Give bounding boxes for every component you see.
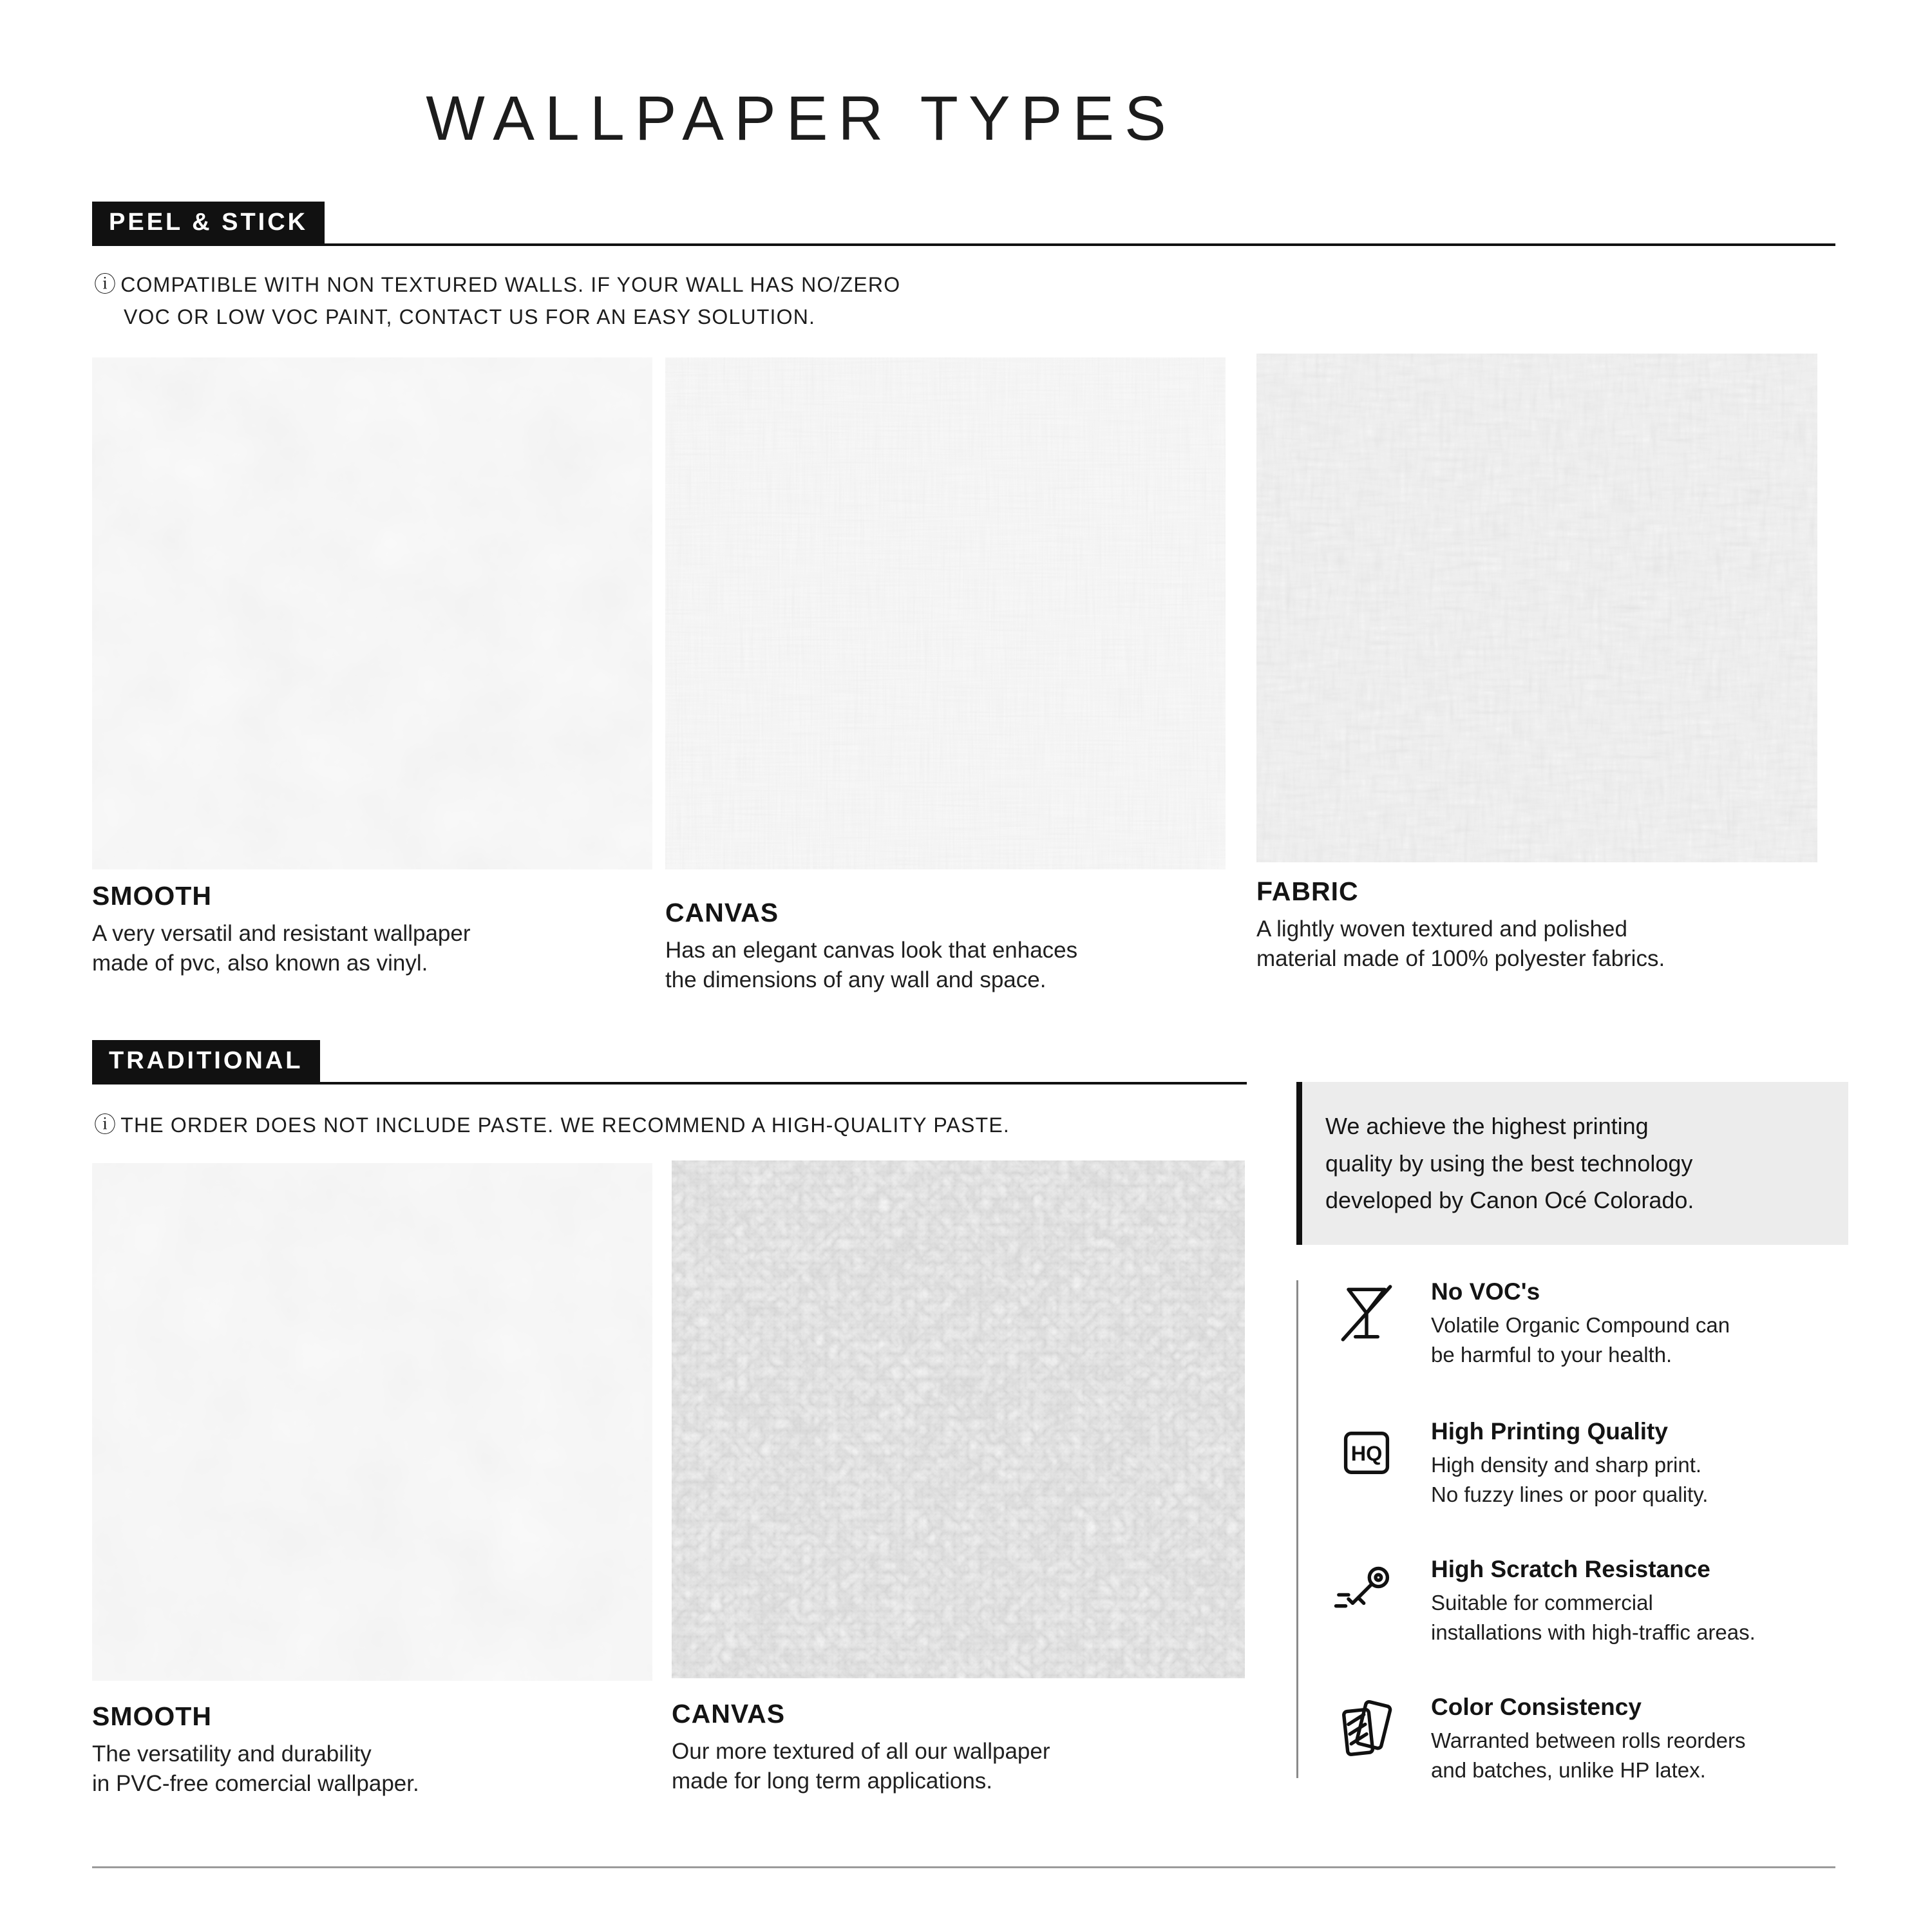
color-consistency-icon xyxy=(1332,1694,1401,1763)
peel-stick-section-rule xyxy=(92,206,1835,246)
hq-icon xyxy=(1332,1418,1401,1488)
traditional-section-rule xyxy=(92,1045,1247,1084)
feature-high-scratch-resistance xyxy=(1332,1556,1860,1647)
info-icon: ⓘ xyxy=(94,272,117,297)
description-line: High density and sharp print. xyxy=(1431,1453,1702,1477)
description-line: made for long term applications. xyxy=(672,1768,993,1794)
description-line: be harmful to your health. xyxy=(1431,1342,1672,1367)
swatch-name: FABRIC xyxy=(1256,876,1359,906)
traditional-section-label: TRADITIONAL xyxy=(92,1040,320,1082)
swatch-name: CANVAS xyxy=(665,898,779,927)
description-line: in PVC-free comercial wallpaper. xyxy=(92,1770,419,1796)
description-line: the dimensions of any wall and space. xyxy=(665,967,1046,992)
feature-title: High Scratch Resistance xyxy=(1431,1556,1710,1582)
swatch-description xyxy=(92,1739,652,1798)
printing-quality-statement xyxy=(1296,1082,1848,1245)
statement-line: developed by Canon Océ Colorado. xyxy=(1325,1187,1694,1214)
peel-stick-section-label: PEEL & STICK xyxy=(92,202,325,243)
smooth-texture-image xyxy=(92,1163,652,1681)
description-line: Volatile Organic Compound can xyxy=(1431,1313,1730,1337)
smooth-texture-image xyxy=(92,357,652,869)
feature-description xyxy=(1431,1726,1860,1785)
traditional-smooth-column xyxy=(92,1163,652,1798)
description-line: and batches, unlike HP latex. xyxy=(1431,1757,1706,1782)
smooth-texture-swatch xyxy=(92,1163,652,1681)
description-line: made of pvc, also known as vinyl. xyxy=(92,950,428,976)
peel-stick-note xyxy=(94,269,900,332)
swatch-name: SMOOTH xyxy=(92,881,212,911)
description-line: installations with high-traffic areas. xyxy=(1431,1620,1756,1644)
feature-high-printing-quality xyxy=(1332,1418,1860,1509)
peel-stick-smooth-column xyxy=(92,357,652,978)
swatch-name: CANVAS xyxy=(672,1699,786,1728)
smooth-texture-swatch xyxy=(92,357,652,869)
swatch-description xyxy=(92,919,652,978)
info-icon: ⓘ xyxy=(94,1113,117,1137)
note-text: COMPATIBLE WITH NON TEXTURED WALLS. IF YOUR WALL HAS NO/ZERO xyxy=(120,273,901,296)
feature-no-voc xyxy=(1332,1278,1860,1369)
description-line: A very versatil and resistant wallpaper xyxy=(92,921,471,946)
canvas-texture-swatch xyxy=(672,1160,1245,1678)
swatch-description xyxy=(1256,914,1817,973)
feature-text xyxy=(1431,1278,1860,1369)
description-line: Our more textured of all our wallpaper xyxy=(672,1739,1050,1764)
note-text: THE ORDER DOES NOT INCLUDE PASTE. WE RECOMMEND A HIGH-QUALITY PASTE. xyxy=(120,1113,1010,1137)
feature-color-consistency xyxy=(1332,1694,1860,1785)
scratch-resistance-icon xyxy=(1332,1556,1401,1625)
feature-text xyxy=(1431,1694,1860,1785)
description-line: No fuzzy lines or poor quality. xyxy=(1431,1482,1709,1506)
description-line: Warranted between rolls reorders xyxy=(1431,1728,1746,1752)
note-text: VOC OR LOW VOC PAINT, CONTACT US FOR AN EASY SOLUTION. xyxy=(124,305,816,328)
feature-title: No VOC's xyxy=(1431,1278,1540,1305)
swatch-name: SMOOTH xyxy=(92,1701,212,1731)
swatch-description xyxy=(672,1737,1245,1795)
canvas-texture-image xyxy=(665,357,1226,869)
features-divider-line xyxy=(1296,1280,1298,1778)
feature-description xyxy=(1431,1450,1860,1509)
no-voc-icon xyxy=(1332,1278,1401,1348)
feature-title: High Printing Quality xyxy=(1431,1418,1668,1444)
feature-text xyxy=(1431,1418,1860,1509)
description-line: A lightly woven textured and polished xyxy=(1256,916,1627,942)
feature-title: Color Consistency xyxy=(1431,1694,1642,1720)
description-line: The versatility and durability xyxy=(92,1741,372,1766)
description-line: Has an elegant canvas look that enhaces xyxy=(665,938,1078,963)
fabric-texture-image xyxy=(1256,354,1817,862)
note-line xyxy=(94,269,900,301)
canvas-texture-swatch xyxy=(665,357,1226,869)
traditional-canvas-column xyxy=(672,1160,1245,1795)
note-line xyxy=(94,1109,1010,1142)
canvas-texture-image xyxy=(672,1160,1245,1678)
feature-description xyxy=(1431,1311,1860,1369)
peel-stick-canvas-column xyxy=(665,357,1226,994)
swatch-description xyxy=(665,936,1226,994)
fabric-texture-swatch xyxy=(1256,354,1817,862)
statement-line: quality by using the best technology xyxy=(1325,1150,1693,1177)
feature-text xyxy=(1431,1556,1860,1647)
peel-stick-fabric-column xyxy=(1256,354,1817,973)
description-line: Suitable for commercial xyxy=(1431,1591,1653,1615)
page-title: WALLPAPER TYPES xyxy=(426,83,1177,153)
description-line: material made of 100% polyester fabrics. xyxy=(1256,945,1665,971)
hq-icon-text: HQ xyxy=(1350,1441,1383,1465)
footer-divider-line xyxy=(92,1866,1835,1868)
traditional-note xyxy=(94,1109,1010,1142)
feature-description xyxy=(1431,1588,1860,1647)
statement-line: We achieve the highest printing xyxy=(1325,1113,1649,1139)
